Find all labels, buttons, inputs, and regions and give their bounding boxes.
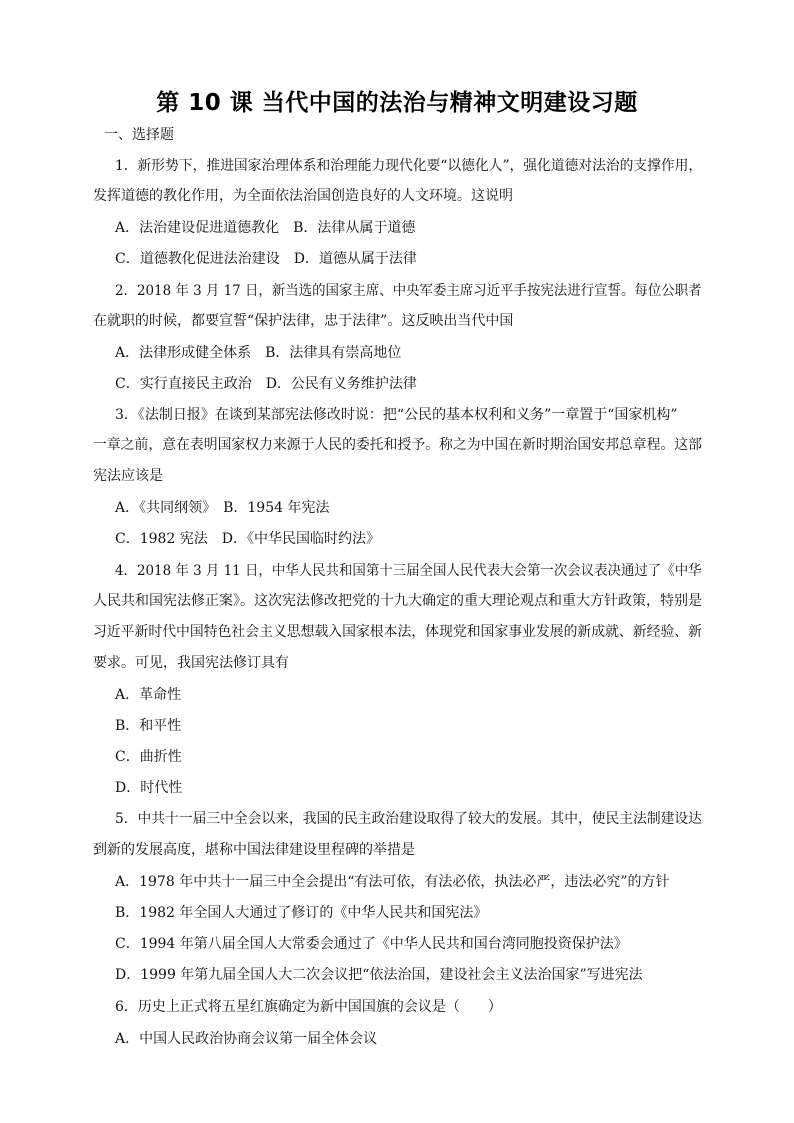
question-4-stem-line-4: 要求。可见，我国宪法修订具有 <box>93 655 289 671</box>
question-5-option-d: D．1999 年第九届全国人大二次会议把“依法治国，建设社会主义法治国家”写进宪法 <box>115 967 643 983</box>
question-2-options-line-2: C．实行直接民主政治 D．公民有义务维护法律 <box>115 376 417 392</box>
question-1-options-line-2: C．道德教化促进法治建设 D．道德从属于法律 <box>115 251 417 267</box>
question-4-stem-line-1: 4．2018 年 3 月 11 日，中华人民共和国第十三届全国人民代表大会第一次会议表决通过了《中华 <box>115 563 702 579</box>
question-2-stem-line-1: 2．2018 年 3 月 17 日，新当选的国家主席、中央军委主席习近平手按宪法进行宣誓。每位公职者 <box>115 283 702 299</box>
question-6-stem-line-1: 6．历史上正式将五星红旗确定为新中国国旗的会议是（ ） <box>115 999 502 1015</box>
question-6-option-a: A．中国人民政治协商会议第一届全体会议 <box>115 1031 378 1047</box>
question-5-stem-line-2: 到新的发展高度，堪称中国法律建设里程碑的举措是 <box>93 842 415 858</box>
question-2-options-line-1: A．法律形成健全体系 B．法律具有崇高地位 <box>115 345 402 361</box>
question-1-stem-line-2: 发挥道德的教化作用，为全面依法治国创造良好的人文环境。这说明 <box>93 188 513 204</box>
question-4-option-b: B．和平性 <box>115 718 182 734</box>
question-1-options-line-1: A．法治建设促进道德教化 B．法律从属于道德 <box>115 220 416 236</box>
question-3-options-line-1: A．《共同纲领》 B．1954 年宪法 <box>115 500 330 516</box>
question-1-stem-line-1: 1．新形势下，推进国家治理体系和治理能力现代化要“以德化人”，强化道德对法治的支撑作用， <box>115 158 703 174</box>
question-3-stem-line-2: 一章之前，意在表明国家权力来源于人民的委托和授予。称之为中国在新时期治国安邦总章程。这部 <box>93 437 702 453</box>
question-3-options-line-2: C．1982 宪法 D．《中华民国临时约法》 <box>115 531 381 547</box>
question-4-stem-line-2: 人民共和国宪法修正案》。这次宪法修改把党的十九大确定的重大理论观点和重大方针政策，特别是 <box>93 593 702 609</box>
question-5-stem-line-1: 5．中共十一届三中全会以来，我国的民主政治建设取得了较大的发展。其中，使民主法制建设达 <box>115 811 702 827</box>
question-5-option-c: C．1994 年第八届全国人大常委会通过了《中华人民共和国台湾同胞投资保护法》 <box>115 936 628 952</box>
question-4-option-a: A．革命性 <box>115 687 182 703</box>
question-2-stem-line-2: 在就职的时候，都要宣誓“保护法律，忠于法律”。这反映出当代中国 <box>93 313 514 329</box>
question-4-option-d: D．时代性 <box>115 780 183 796</box>
page-title: 第 10 课 当代中国的法治与精神文明建设习题 <box>156 90 638 116</box>
question-3-stem-line-3: 宪法应该是 <box>93 468 163 484</box>
question-5-option-b: B．1982 年全国人大通过了修订的《中华人民共和国宪法》 <box>115 905 488 921</box>
section-heading: 一、选择题 <box>104 127 174 143</box>
question-5-option-a: A．1978 年中共十一届三中全会提出“有法可依，有法必依，执法必严，违法必究”的方针 <box>115 874 670 890</box>
question-4-stem-line-3: 习近平新时代中国特色社会主义思想载入国家根本法，体现党和国家事业发展的新成就、新经验、新 <box>93 624 702 640</box>
question-3-stem-line-1: 3．《法制日报》在谈到某部宪法修改时说：把“公民的基本权利和义务”一章置于“国家机构” <box>115 407 678 423</box>
question-4-option-c: C．曲折性 <box>115 749 182 765</box>
